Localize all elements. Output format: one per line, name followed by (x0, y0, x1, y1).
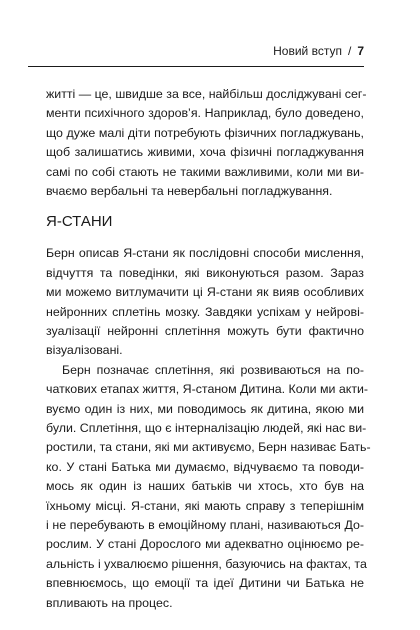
body-text-line: менти психічного здоров’я. Наприклад, було доведено, (46, 106, 364, 121)
body-text-line: Берн описав Я-стани як послідовні способи мислення, (46, 246, 364, 261)
header-rule (28, 66, 364, 67)
body-text-line: ми можемо витлумачити ці Я-стани як вияв особливих (46, 285, 364, 300)
body-text-line: самі по собі стають не такими важливими, коли ми ви- (46, 164, 364, 179)
body-text-line: альність і ухвалюємо рішення, базуючись на фактах, та (46, 556, 367, 571)
body-text-line: рослим. У стані Дорослого ми адекватно оцінюємо ре- (46, 537, 364, 552)
body-text-line: їхньому місці. Я-стани, які мають справу з теперішнім (46, 498, 364, 513)
body-text-line: ко. У стані Батька ми думаємо, відчуваємо та поводи- (46, 459, 364, 474)
body-text-line: впевнюємось, що емоції та ідеї Дитини чи Батька не (46, 576, 364, 591)
running-head (273, 44, 364, 58)
body-text-line: Берн позначає сплетіння, які розвиваються на по- (62, 362, 364, 377)
body-text-line: відчуття та поведінки, які виконуються разом. Зараз (46, 265, 364, 280)
chapter-title: Новий вступ (273, 44, 342, 58)
body-text-line: житті — це, швидше за все, найбільш досліджувані сег- (46, 87, 367, 101)
header-separator: / (347, 44, 352, 58)
page-number: 7 (357, 44, 364, 58)
body-text-line: впливають на процес. (46, 595, 173, 610)
body-text-line: були. Сплетіння, що є інтерналізацію людей, які нас ви- (46, 421, 367, 435)
body-text-line: і не перебувають в емоційному плані, називаються До- (46, 518, 364, 532)
body-text-line: ростили, та стани, які ми активуємо, Берн називає Бать- (46, 440, 371, 455)
body-text-line: мось як один із наших батьків чи хтось, хто був на (46, 479, 364, 494)
body-text-line: чаткових етапах життя, Я-станом Дитина. Коли ми акти- (46, 382, 369, 397)
body-text-line: вуємо один із них, ми поводимось як дитина, якою ми (46, 401, 364, 416)
body-text-line: що дуже малі діти потребують фізичних погладжувань, (46, 125, 364, 140)
section-heading: Я-СТАНИ (46, 213, 113, 231)
body-text-line: зуалізації нейронні сплетіння можуть бути фактично (46, 324, 364, 338)
body-text-line: вчаємо вербальні та невербальні погладжування. (46, 184, 333, 198)
body-text-line: нейронних сплетінь мозку. Завдяки успіхам у нейрові- (46, 304, 364, 319)
body-text-line: візуалізовані. (46, 343, 123, 358)
body-text-line: щоб залишатись живими, хоча фізичні погладжування (46, 145, 364, 160)
